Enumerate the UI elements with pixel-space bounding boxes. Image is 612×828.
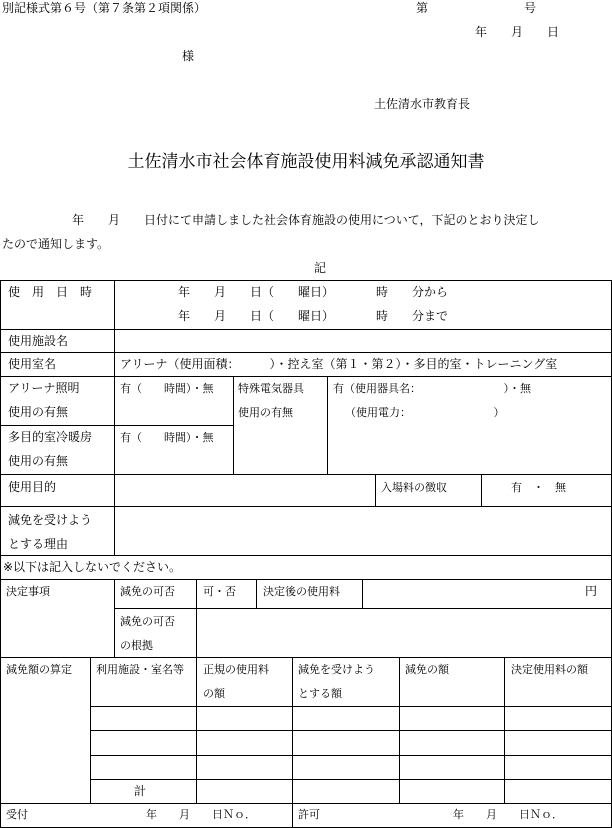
calc-label: 減免額の算定 (6, 663, 72, 676)
special-equip-label-1: 特殊電気器具 (238, 382, 304, 395)
special-equip-value-2: （使用電力： ） (345, 406, 505, 419)
exemption-allow-label: 減免の可否 (120, 585, 175, 598)
special-equip-label-2: 使用の有無 (238, 406, 293, 419)
ac-label-1: 多目的室冷暖房 (8, 430, 93, 444)
basis-label-1: 減免の可否 (120, 615, 175, 628)
yen-label: 円 (585, 584, 598, 598)
facility-label: 使用施設名 (8, 334, 69, 348)
reason-label-1: 減免を受けよう (8, 513, 93, 527)
col-decided: 決定使用料の額 (511, 663, 588, 676)
note: ※以下は記入しないでください。 (3, 560, 182, 574)
reception-value: 年 月 日Ｎｏ． (146, 808, 256, 821)
special-equip-value-1: 有（使用器具名： ）・無 (333, 382, 531, 395)
total-label: 計 (134, 784, 147, 798)
ki-label: 記 (314, 261, 327, 275)
arena-light-label-1: アリーナ照明 (8, 381, 80, 395)
room-label: 使用室名 (8, 357, 57, 371)
usage-to: 年 月 日（ 曜日） 時 分まで (178, 309, 449, 323)
issuer: 土佐清水市教育長 (374, 97, 471, 111)
document-number: 第 号 (416, 1, 537, 15)
col-amount: 減免の額 (405, 663, 449, 676)
arena-light-label-2: 使用の有無 (8, 405, 69, 419)
purpose-label: 使用目的 (8, 480, 57, 494)
basis-label-2: の根拠 (120, 639, 153, 652)
permit-value: 年 月 日Ｎｏ． (453, 808, 563, 821)
body-line-1: 年 月 日付にて申請しました社会体育施設の使用について，下記のとおり決定し (72, 213, 540, 227)
usage-date-label: 使 用 日 時 (8, 285, 93, 299)
usage-from: 年 月 日（ 曜日） 時 分から (178, 285, 449, 299)
issue-date: 年 月 日 (475, 25, 560, 39)
arena-light-value: 有（ 時間）・無 (120, 382, 214, 395)
admission-label: 入場料の徴収 (381, 481, 447, 494)
fee-after-label: 決定後の使用料 (263, 585, 340, 598)
col-regular-2: の額 (203, 687, 225, 700)
body-line-2: たので通知します。 (2, 237, 110, 251)
ac-value: 有（ 時間）・無 (120, 431, 214, 444)
col-facility: 利用施設・室名等 (96, 663, 184, 676)
document-title: 土佐清水市社会体育施設使用料減免承認通知書 (127, 152, 485, 172)
form-number: 別記様式第６号（第７条第２項関係） (2, 1, 207, 15)
recipient-suffix: 様 (182, 49, 195, 63)
col-requested-2: とする額 (298, 687, 342, 700)
permit-label: 許可 (298, 808, 320, 821)
col-requested-1: 減免を受けよう (298, 663, 375, 676)
reason-label-2: とする理由 (8, 537, 69, 551)
allow-value: 可・否 (203, 585, 236, 598)
ac-label-2: 使用の有無 (8, 454, 69, 468)
reception-label: 受付 (6, 808, 28, 821)
decision-label: 決定事項 (6, 585, 50, 598)
col-regular-1: 正規の使用料 (203, 663, 269, 676)
room-options: アリーナ（使用面積： ）・控え室（第１・第２）・多目的室・トレーニング室 (120, 357, 558, 371)
admission-value: 有 ・ 無 (511, 481, 566, 494)
